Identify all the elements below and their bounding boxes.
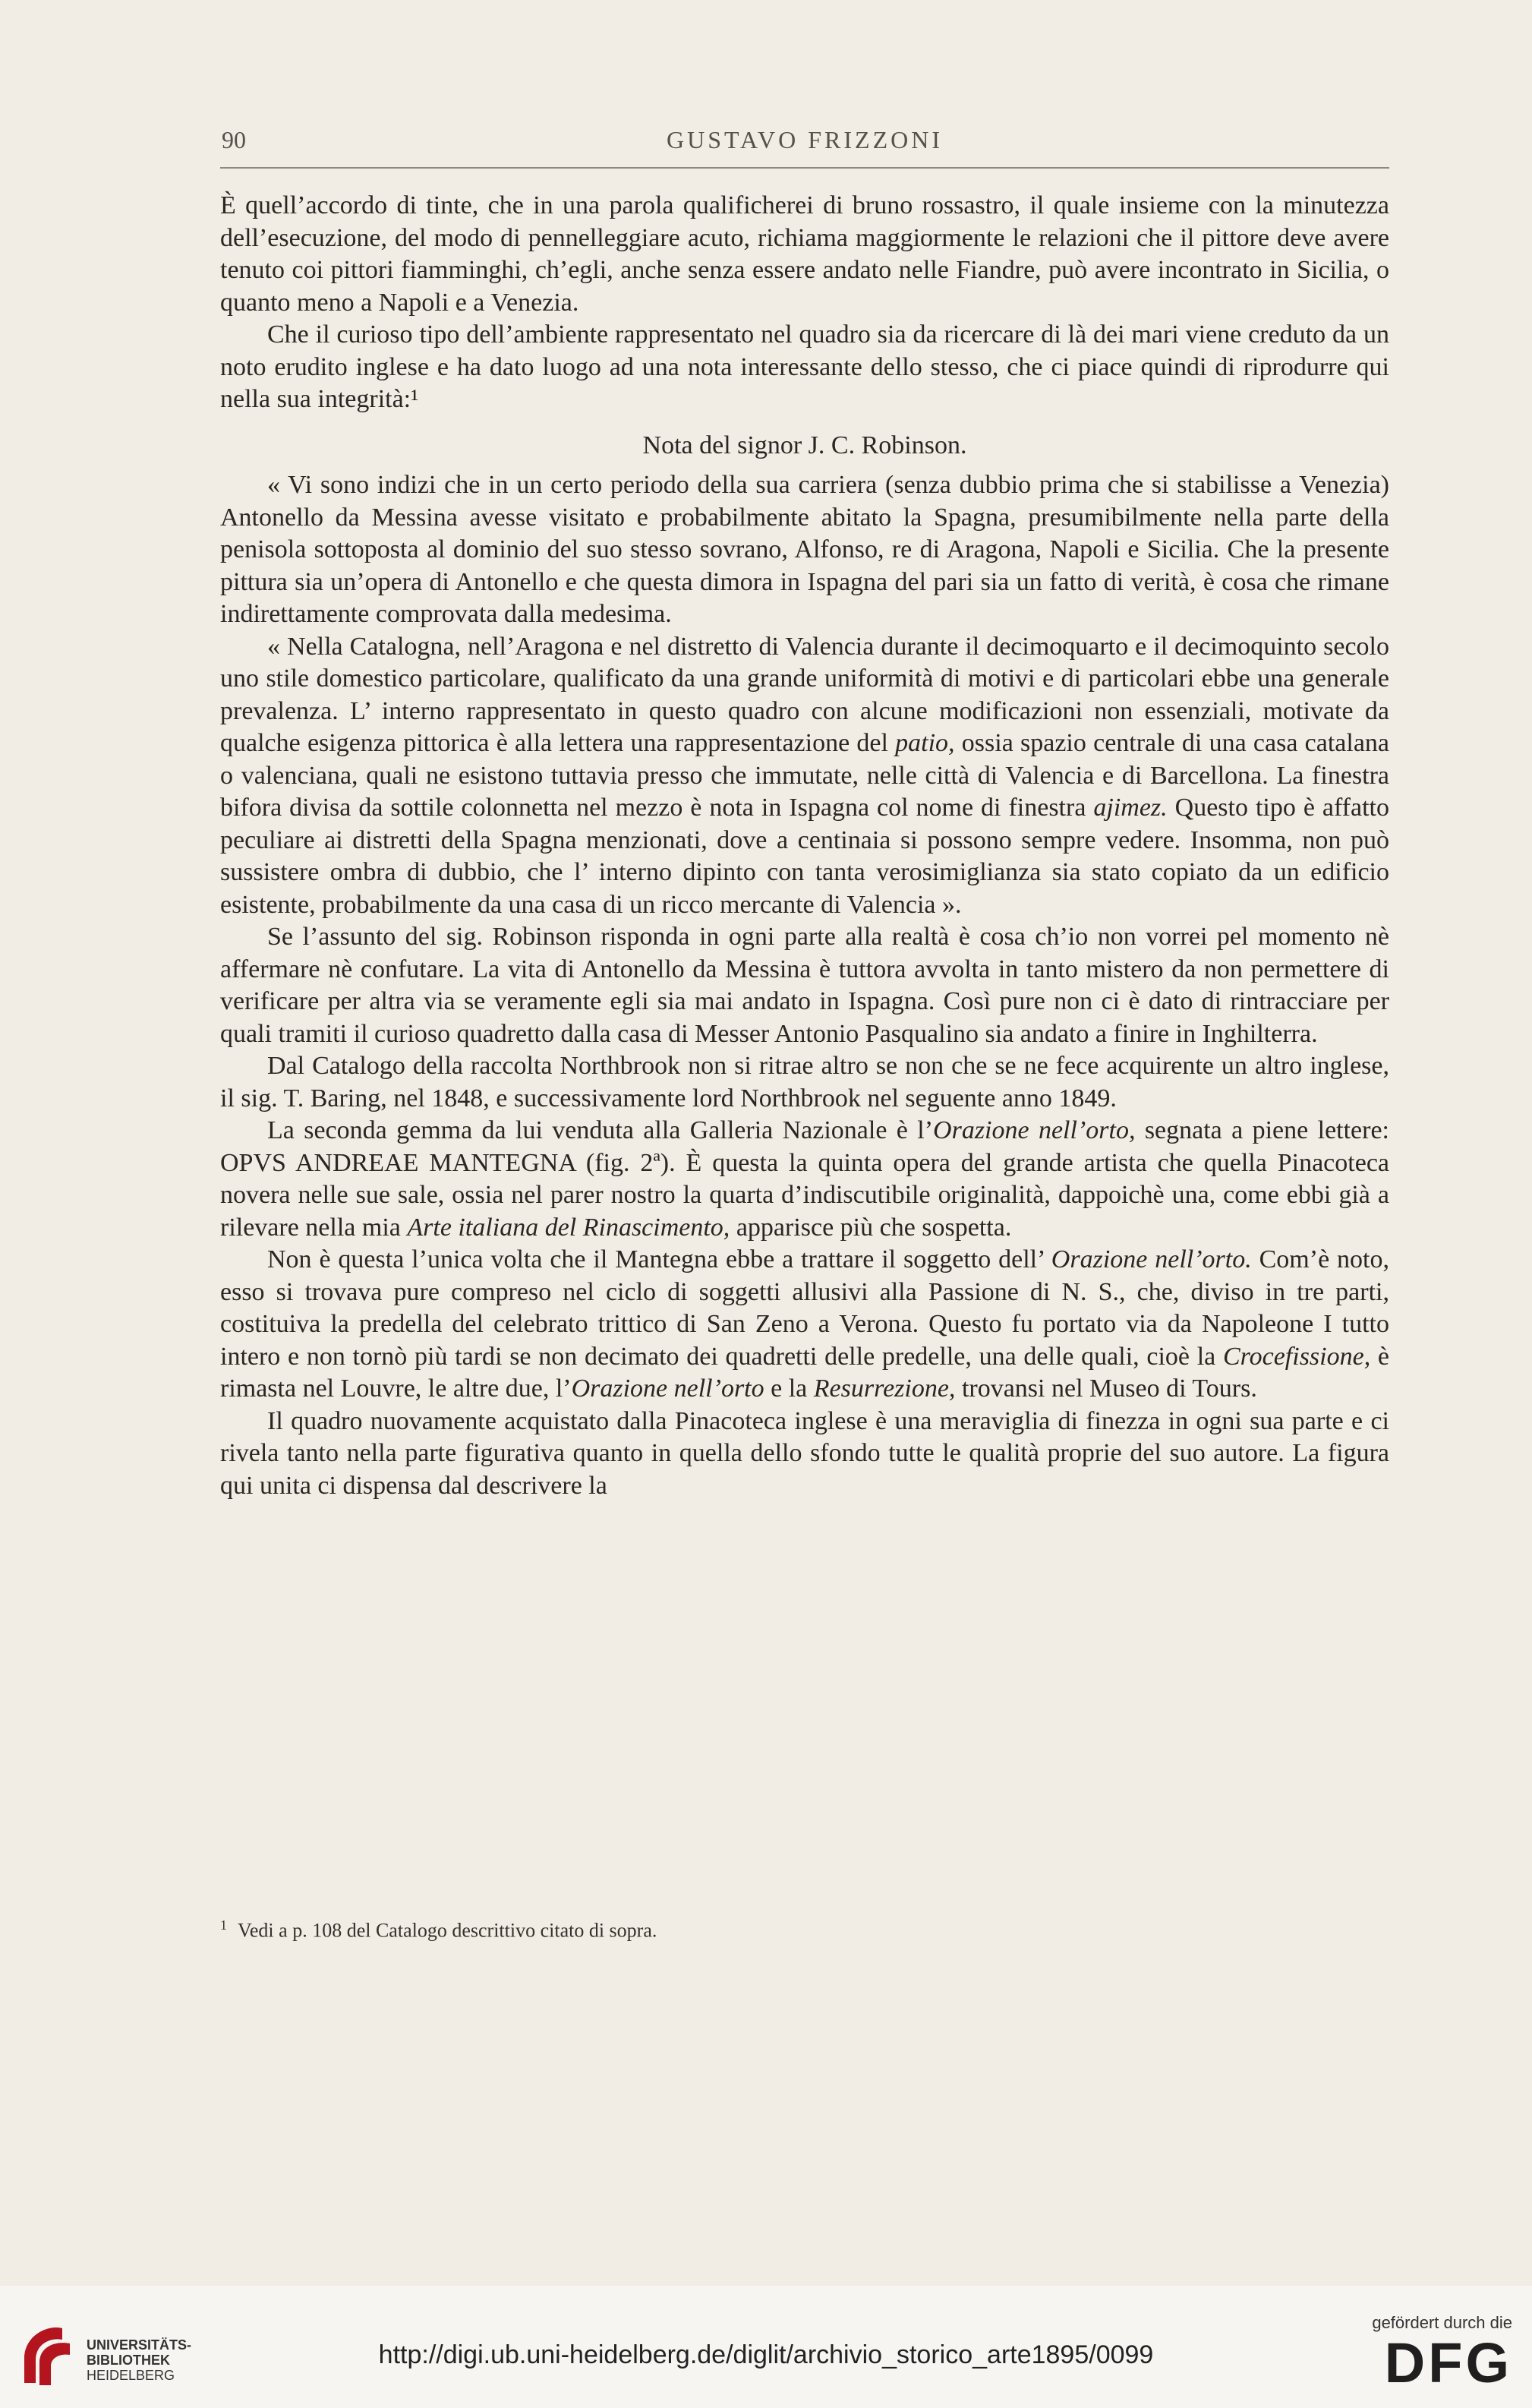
italic-text: Orazione nell’orto xyxy=(571,1374,764,1403)
funding-caption: gefördert durch die xyxy=(1372,2313,1512,2332)
text-run: segnata a piene lettere: OPVS ANDREAE MANTEGNA (fig. 2ª). È questa la quinta opera del grande artista che quella Pinacoteca novera nelle sue sale, ossia nel parer nostro la quarta d’indiscutibile originalità, dappoichè una, come ebbi già a rilevare nella mia xyxy=(220,1116,1389,1242)
paragraph xyxy=(220,469,1389,631)
italic-text: patio, xyxy=(895,729,955,757)
text-run: Se l’assunto del sig. Robinson risponda in ogni parte alla realtà è cosa ch’io non vorrei pel momento nè affermare nè confutare. La vita di Antonello da Messina è tuttora avvolta in tanto mistero da non permettere di verificare per altra via se veramente egli sia mai andato in Ispagna. Così pure non ci è dato di rintracciare per quali tramiti il curioso quadretto dalla casa di Messer Antonio Pasqualino sia andato a finire in Inghilterra. xyxy=(220,923,1389,1048)
text-run: La seconda gemma da lui venduta alla Galleria Nazionale è l’ xyxy=(267,1116,934,1144)
italic-text: ajimez. xyxy=(1093,794,1168,822)
text-run: Il quadro nuovamente acquistato dalla Pinacoteca inglese è una meraviglia di finezza in ogni sua parte e ci rivela tanto nella parte figurativa quanto in quella dello sfondo tutte le qualità proprie del suo autore. La figura qui unita ci dispensa dal descrivere la xyxy=(220,1406,1389,1500)
text-run: e la xyxy=(764,1374,814,1403)
paragraph xyxy=(220,319,1389,416)
text-run: Com’è noto, esso si trovava pure compreso nel ciclo di soggetti allusivi alla Passione di N. S., che, diviso in tre parti, costituiva la predella del celebrato trittico di San Zeno a Verona. Questo fu portato via da Napoleone I tutto intero e non tornò più tardi se non decimato dei quadretti delle predelle, una delle quali, cioè la xyxy=(220,1245,1389,1371)
paragraph xyxy=(220,631,1389,922)
footnote-text: Vedi a p. 108 del Catalogo descrittivo citato di sopra. xyxy=(238,1919,657,1942)
text-run: trovansi nel Museo di Tours. xyxy=(955,1374,1257,1403)
text-run: Questo tipo è affatto peculiare ai distretti della Spagna menzionati, dove a centinaia si possono sempre vedere. Insomma, non può sussistere ombra di dubbio, che l’ interno dipinto con tanta verosimiglianza sia stato copiato da un edificio esistente, probabilmente da una casa di un ricco mercante di Valencia ». xyxy=(220,794,1389,919)
paragraph xyxy=(220,1244,1389,1406)
italic-text: Arte italiana del Rinascimento, xyxy=(407,1213,730,1242)
page-header xyxy=(220,122,1389,169)
text-run: Nota del signor J. C. Robinson. xyxy=(642,431,967,459)
text-run: Dal Catalogo della raccolta Northbrook non si ritrae altro se non che se ne fece acquirente un altro inglese, il sig. T. Baring, nel 1848, e successivamente lord Northbrook nel seguente anno 1849. xyxy=(220,1052,1389,1112)
section-heading xyxy=(220,430,1389,462)
article-body xyxy=(220,190,1389,1502)
page-number: 90 xyxy=(222,126,246,153)
text-run: « Nella Catalogna, nell’Aragona e nel distretto di Valencia durante il decimoquarto e il decimoquinto secolo uno stile domestico particolare, qualificato da una grande uniformità di motivi e di particolari ebbe una generale prevalenza. L’ interno rappresentato in questo quadro con alcune modificazioni non essenziali, motivate da qualche esigenza pittorica è alla lettera una rappresentazione del xyxy=(220,632,1389,757)
paragraph xyxy=(220,1115,1389,1244)
paragraph xyxy=(220,1406,1389,1503)
text-run: ossia spazio centrale di una casa catalana o valenciana, quali ne esistono tuttavia presso che immutate, nelle città di Valencia e di Barcellona. La finestra bifora divisa da sottile colonnetta nel mezzo è nota in Ispagna col nome di finestra xyxy=(220,729,1389,822)
viewer-footer xyxy=(0,2286,1532,2408)
italic-text: Resurrezione, xyxy=(813,1374,956,1403)
footnote xyxy=(220,1917,1389,1942)
footnote-mark: 1 xyxy=(220,1917,227,1933)
text-run: apparisce più che sospetta. xyxy=(730,1213,1012,1242)
text-run: è rimasta nel Louvre, le altre due, l’ xyxy=(220,1342,1390,1403)
running-title: GUSTAVO FRIZZONI xyxy=(667,126,943,153)
text-run: Non è questa l’unica volta che il Mantegna ebbe a trattare il soggetto dell’ xyxy=(267,1245,1051,1273)
paragraph xyxy=(220,1050,1389,1115)
text-run: Che il curioso tipo dell’ambiente rappresentato nel quadro sia da ricercare di là dei mari viene creduto da un noto erudito inglese e ha dato luogo ad una nota interessante dello stesso, che ci piace quindi di riprodurre qui nella sua integrità:¹ xyxy=(220,320,1389,413)
text-run: È quell’accordo di tinte, che in una parola qualificherei di bruno rossastro, il quale insieme con la minutezza dell’esecuzione, del modo di pennelleggiare acuto, richiama maggiormente le relazioni che il pittore deve avere tenuto coi pittori fiamminghi, ch’egli, anche senza essere andato nelle Fiandre, può avere incontrato in Sicilia, o quanto meno a Napoli e a Venezia. xyxy=(220,191,1389,317)
paragraph xyxy=(220,921,1389,1050)
paragraph xyxy=(220,190,1389,319)
italic-text: Crocefissione, xyxy=(1222,1342,1371,1371)
source-url-link[interactable]: http://digi.ub.uni-heidelberg.de/diglit/archivio_storico_arte1895/0099 xyxy=(378,2340,1154,2369)
text-run: « Vi sono indizi che in un certo periodo della sua carriera (senza dubbio prima che si stabilisse a Venezia) Antonello da Messina avesse visitato e probabilmente abitato la Spagna, presumibilmente nella parte della penisola sottoposta al dominio del suo stesso sovrano, Alfonso, re di Aragona, Napoli e Sicilia. Che la presente pittura sia un’opera di Antonello e che questa dimora in Ispagna del pari sia un fatto di verità, è cosa che rimane indirettamente comprovata dalla medesima. xyxy=(220,471,1389,628)
italic-text: Orazione nell’orto, xyxy=(933,1116,1136,1144)
dfg-logo[interactable]: DFG xyxy=(1384,2331,1512,2394)
library-name: UNIVERSITÄTS- BIBLIOTHEK HEIDELBERG xyxy=(87,2337,192,2383)
funder-block xyxy=(1338,2313,1512,2397)
italic-text: Orazione nell’orto. xyxy=(1051,1245,1252,1273)
